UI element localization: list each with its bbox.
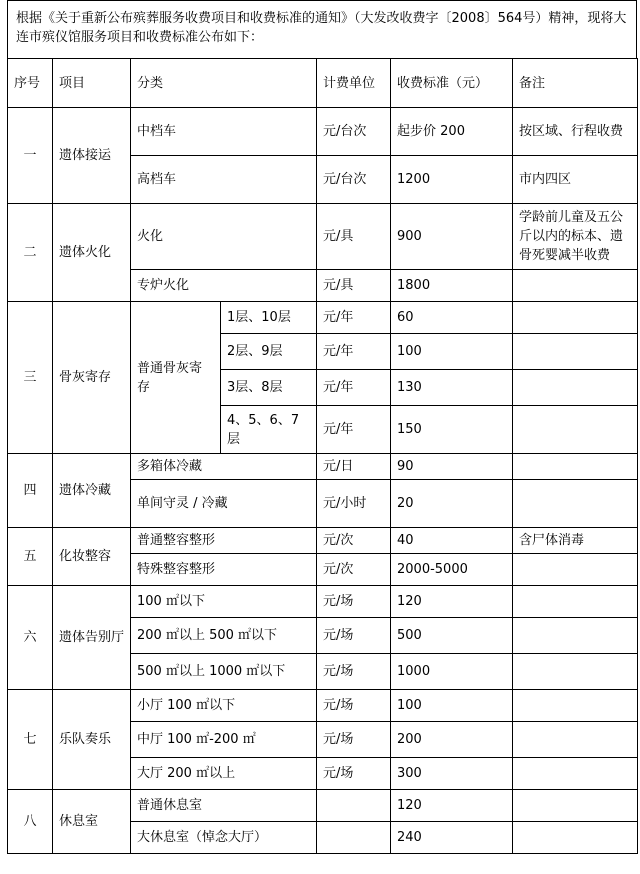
fee-cell: 起步价 200 (391, 108, 513, 156)
unit-cell: 元/场 (317, 618, 391, 654)
category-cell: 大厅 200 ㎡以上 (131, 758, 317, 790)
fee-cell: 20 (391, 480, 513, 528)
note-cell (513, 480, 638, 528)
unit-cell: 元/年 (317, 370, 391, 406)
category-cell: 专炉火化 (131, 270, 317, 302)
unit-cell: 元/场 (317, 586, 391, 618)
unit-cell: 元/日 (317, 454, 391, 480)
header-fee: 收费标准（元） (391, 59, 513, 108)
section-number: 二 (8, 204, 53, 302)
header-note: 备注 (513, 59, 638, 108)
subcategory-cell: 普通骨灰寄存 (131, 302, 221, 454)
fee-cell: 1800 (391, 270, 513, 302)
unit-cell: 元/年 (317, 406, 391, 454)
unit-cell: 元/年 (317, 334, 391, 370)
header-category: 分类 (131, 59, 317, 108)
note-cell (513, 586, 638, 618)
table-row (8, 790, 638, 822)
unit-cell: 元/次 (317, 554, 391, 586)
category-cell: 大休息室（悼念大厅） (131, 822, 317, 854)
note-cell (513, 334, 638, 370)
fee-cell: 100 (391, 690, 513, 722)
note-cell: 按区域、行程收费 (513, 108, 638, 156)
header-no: 序号 (8, 59, 53, 108)
fee-cell: 90 (391, 454, 513, 480)
note-cell: 含尸体消毒 (513, 528, 638, 554)
category-cell: 火化 (131, 204, 317, 270)
unit-cell: 元/场 (317, 690, 391, 722)
fee-cell: 40 (391, 528, 513, 554)
category-cell: 200 ㎡以上 500 ㎡以下 (131, 618, 317, 654)
unit-cell: 元/次 (317, 528, 391, 554)
section-item: 遗体接运 (53, 108, 131, 204)
section-number: 七 (8, 690, 53, 790)
unit-cell: 元/场 (317, 654, 391, 690)
fee-cell: 150 (391, 406, 513, 454)
unit-cell: 元/小时 (317, 480, 391, 528)
category-cell: 4、5、6、7层 (221, 406, 317, 454)
fee-cell: 120 (391, 586, 513, 618)
section-number: 六 (8, 586, 53, 690)
section-number: 四 (8, 454, 53, 528)
unit-cell: 元/年 (317, 302, 391, 334)
category-cell: 100 ㎡以下 (131, 586, 317, 618)
category-cell: 普通休息室 (131, 790, 317, 822)
section-number: 八 (8, 790, 53, 854)
fee-cell: 60 (391, 302, 513, 334)
table-row (8, 690, 638, 722)
table-header-row (8, 59, 638, 108)
category-cell: 特殊整容整形 (131, 554, 317, 586)
fee-table (7, 58, 638, 854)
table-row (8, 108, 638, 156)
section-number: 一 (8, 108, 53, 204)
note-cell (513, 370, 638, 406)
section-item: 休息室 (53, 790, 131, 854)
header-item: 项目 (53, 59, 131, 108)
unit-cell: 元/场 (317, 722, 391, 758)
note-cell (513, 454, 638, 480)
fee-cell: 1200 (391, 156, 513, 204)
unit-cell (317, 790, 391, 822)
category-cell: 多箱体冷藏 (131, 454, 317, 480)
category-cell: 单间守灵 / 冷藏 (131, 480, 317, 528)
table-row (8, 204, 638, 270)
note-cell (513, 270, 638, 302)
category-cell: 中厅 100 ㎡-200 ㎡ (131, 722, 317, 758)
fee-cell: 130 (391, 370, 513, 406)
note-cell (513, 654, 638, 690)
note-cell (513, 302, 638, 334)
note-cell (513, 554, 638, 586)
section-item: 乐队奏乐 (53, 690, 131, 790)
fee-cell: 120 (391, 790, 513, 822)
section-number: 五 (8, 528, 53, 586)
section-item: 遗体火化 (53, 204, 131, 302)
category-cell: 1层、10层 (221, 302, 317, 334)
table-row (8, 302, 638, 334)
note-cell (513, 822, 638, 854)
unit-cell: 元/场 (317, 758, 391, 790)
category-cell: 3层、8层 (221, 370, 317, 406)
note-cell (513, 758, 638, 790)
note-cell: 学龄前儿童及五公斤以内的标本、遗骨死婴减半收费 (513, 204, 638, 270)
category-cell: 中档车 (131, 108, 317, 156)
note-cell (513, 406, 638, 454)
section-item: 遗体告别厅 (53, 586, 131, 690)
unit-cell: 元/具 (317, 204, 391, 270)
section-number: 三 (8, 302, 53, 454)
table-row (8, 528, 638, 554)
fee-cell: 300 (391, 758, 513, 790)
fee-cell: 1000 (391, 654, 513, 690)
note-cell (513, 790, 638, 822)
fee-cell: 900 (391, 204, 513, 270)
note-cell: 市内四区 (513, 156, 638, 204)
category-cell: 小厅 100 ㎡以下 (131, 690, 317, 722)
note-cell (513, 690, 638, 722)
section-item: 骨灰寄存 (53, 302, 131, 454)
intro-paragraph: 根据《关于重新公布殡葬服务收费项目和收费标准的通知》（大发改收费字〔2008〕564号）精神，现将大连市殡仪馆服务项目和收费标准公布如下： (7, 0, 637, 58)
category-cell: 高档车 (131, 156, 317, 204)
unit-cell: 元/具 (317, 270, 391, 302)
category-cell: 普通整容整形 (131, 528, 317, 554)
fee-cell: 2000-5000 (391, 554, 513, 586)
fee-cell: 500 (391, 618, 513, 654)
fee-cell: 240 (391, 822, 513, 854)
table-row (8, 454, 638, 480)
note-cell (513, 618, 638, 654)
section-item: 遗体冷藏 (53, 454, 131, 528)
fee-cell: 100 (391, 334, 513, 370)
note-cell (513, 722, 638, 758)
category-cell: 500 ㎡以上 1000 ㎡以下 (131, 654, 317, 690)
section-item: 化妆整容 (53, 528, 131, 586)
fee-cell: 200 (391, 722, 513, 758)
table-row (8, 586, 638, 618)
unit-cell: 元/台次 (317, 156, 391, 204)
category-cell: 2层、9层 (221, 334, 317, 370)
header-unit: 计费单位 (317, 59, 391, 108)
unit-cell: 元/台次 (317, 108, 391, 156)
unit-cell (317, 822, 391, 854)
